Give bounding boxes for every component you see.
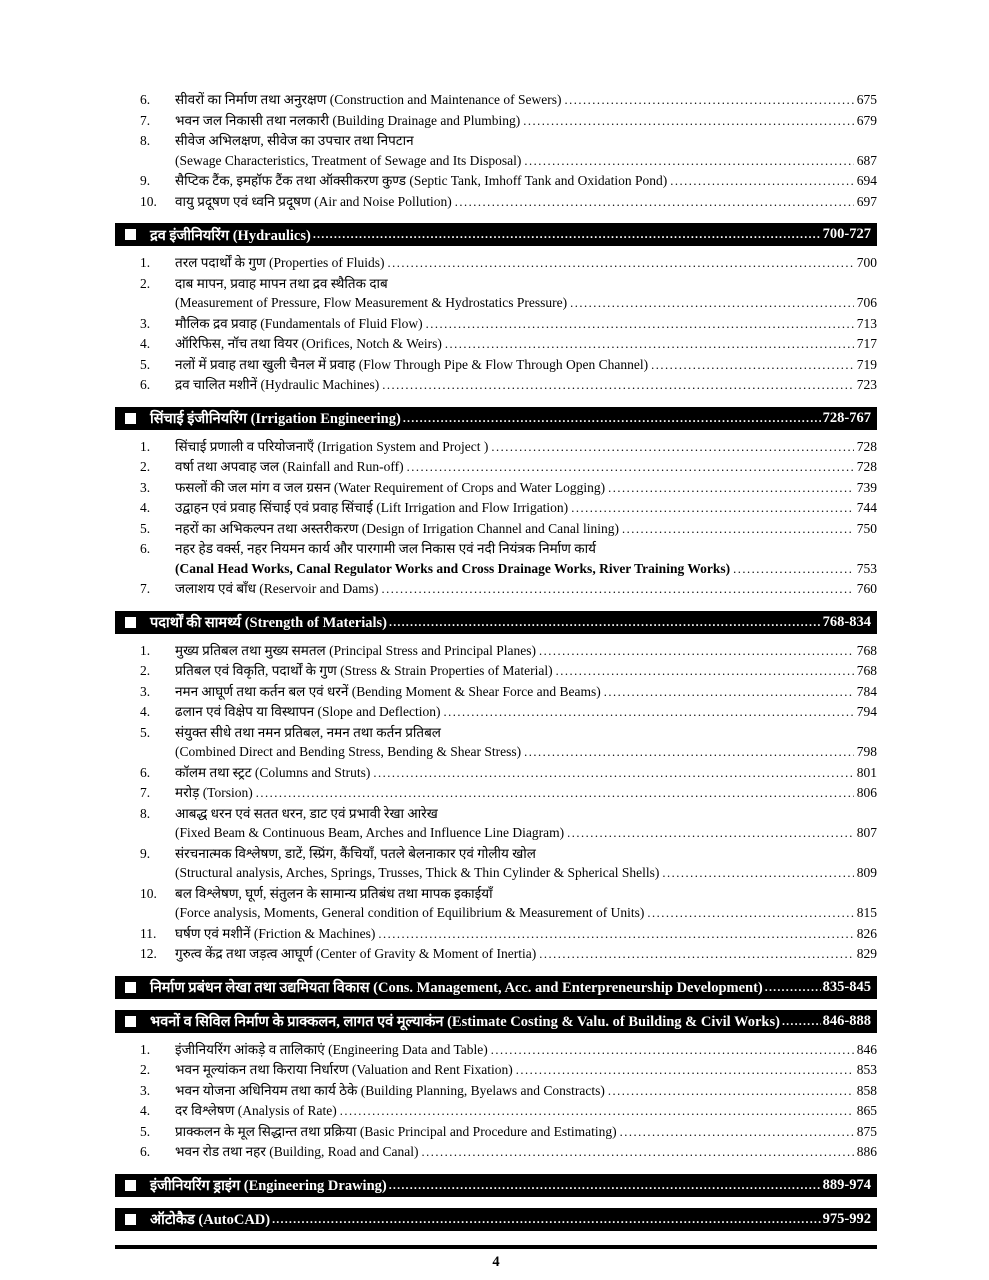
toc-item bbox=[115, 1122, 877, 1143]
toc-item bbox=[115, 131, 877, 151]
item-title: नमन आघूर्ण तथा कर्तन बल एवं धरनें (Bending Moment & Shear Force and Beams) bbox=[175, 683, 601, 699]
toc-item bbox=[115, 375, 877, 396]
section-title: भवनों व सिविल निर्माण के प्राक्कलन, लागत एवं मूल्याकंन (Estimate Costing & Valu. of Building & Civil Works) bbox=[150, 1014, 780, 1030]
toc-item bbox=[115, 661, 877, 682]
item-page-ref: 728 bbox=[856, 438, 877, 454]
item-title: दाब मापन, प्रवाह मापन तथा द्रव स्थैतिक दाब bbox=[175, 275, 388, 291]
section-page-range: 846-888 bbox=[822, 1012, 871, 1029]
item-title: ऑरिफिस, नॉच तथा वियर (Orifices, Notch & Weirs) bbox=[175, 336, 442, 351]
item-number: 5. bbox=[140, 1123, 151, 1139]
item-title: इंजीनियरिंग आंकड़े व तालिकाएं (Engineering Data and Table) bbox=[175, 1041, 488, 1057]
toc-item bbox=[115, 171, 877, 192]
item-page-ref: 760 bbox=[856, 581, 877, 596]
item-title: आबद्ध धरन एवं सतत धरन, डाट एवं प्रभावी रेखा आरेख bbox=[175, 805, 438, 821]
item-page-ref: 768 bbox=[856, 642, 877, 658]
item-page-ref: 697 bbox=[856, 193, 877, 209]
item-title: प्रतिबल एवं विकृति, पदार्थों के गुण (Stress & Strain Properties of Material) bbox=[175, 663, 553, 678]
section-header-bar bbox=[115, 1010, 877, 1033]
item-number: 12. bbox=[140, 946, 157, 961]
item-page-ref: 829 bbox=[856, 946, 877, 961]
item-page-ref: 865 bbox=[856, 1103, 877, 1118]
dot-leader bbox=[445, 334, 854, 355]
toc-item bbox=[115, 334, 877, 355]
section-page-range: 728-767 bbox=[822, 409, 871, 426]
item-number: 7. bbox=[140, 785, 151, 800]
dot-leader bbox=[426, 314, 854, 335]
toc-item bbox=[115, 90, 877, 111]
toc-item bbox=[115, 641, 877, 662]
item-number: 5. bbox=[140, 520, 151, 536]
item-number: 4. bbox=[140, 1103, 151, 1118]
toc-item-continuation bbox=[115, 863, 877, 884]
dot-leader bbox=[570, 293, 854, 314]
item-page-ref: 717 bbox=[856, 336, 877, 351]
item-title: उद्वाहन एवं प्रवाह सिंचाई एवं प्रवाह सिंचाई (Lift Irrigation and Flow Irrigation) bbox=[175, 500, 569, 515]
toc-item bbox=[115, 1040, 877, 1061]
toc-item bbox=[115, 498, 877, 519]
section-page-range: 700-727 bbox=[822, 226, 871, 242]
bullet-square-icon bbox=[125, 982, 136, 993]
dot-leader bbox=[608, 478, 854, 499]
dot-leader bbox=[651, 355, 854, 376]
item-number: 1. bbox=[140, 1041, 151, 1057]
item-title: सैप्टिक टैंक, इमहॉफ टैंक तथा ऑक्सीकरण कुण्ड (Septic Tank, Imhoff Tank and Oxidation Pond) bbox=[175, 173, 668, 188]
dot-leader bbox=[378, 924, 853, 945]
item-title: वायु प्रदूषण एवं ध्वनि प्रदूषण (Air and Noise Pollution) bbox=[175, 193, 452, 209]
dot-leader bbox=[382, 375, 853, 396]
item-number: 6. bbox=[140, 1144, 151, 1159]
item-page-ref: 875 bbox=[856, 1123, 877, 1139]
item-title: वर्षा तथा अपवाह जल (Rainfall and Run-off) bbox=[175, 459, 404, 474]
dot-leader bbox=[524, 151, 853, 172]
item-number: 10. bbox=[140, 885, 157, 901]
item-title-line2: (Force analysis, Moments, General condition of Equilibrium & Measurement of Units) bbox=[175, 905, 645, 920]
item-title: संयुक्त सीधे तथा नमन प्रतिबल, नमन तथा कर्तन प्रतिबल bbox=[175, 724, 441, 740]
item-number: 4. bbox=[140, 500, 151, 515]
item-number: 3. bbox=[140, 683, 151, 699]
dot-leader bbox=[733, 559, 854, 580]
item-page-ref: 687 bbox=[856, 152, 877, 168]
item-page-ref: 700 bbox=[856, 255, 877, 270]
toc-item bbox=[115, 804, 877, 824]
item-number: 11. bbox=[140, 925, 157, 941]
item-number: 3. bbox=[140, 1082, 151, 1098]
item-page-ref: 794 bbox=[856, 704, 877, 719]
toc-item bbox=[115, 253, 877, 274]
section-header-bar bbox=[115, 1208, 877, 1231]
section-title: सिंचाई इंजीनियरिंग (Irrigation Engineering) bbox=[150, 411, 401, 427]
item-page-ref: 706 bbox=[856, 295, 877, 310]
dot-leader bbox=[491, 437, 853, 458]
toc-item bbox=[115, 314, 877, 335]
toc-item-continuation bbox=[115, 903, 877, 924]
toc-sections bbox=[115, 90, 877, 1231]
item-title: नहर हेड वर्क्स, नहर नियमन कार्य और पारगामी जल निकास एवं नदी नियंत्रक निर्माण कार्य bbox=[175, 541, 596, 556]
dot-leader bbox=[608, 1081, 854, 1102]
bullet-square-icon bbox=[125, 1180, 136, 1191]
dot-leader bbox=[407, 457, 854, 478]
dot-leader bbox=[620, 1122, 854, 1143]
item-page-ref: 809 bbox=[856, 865, 877, 880]
dot-leader bbox=[539, 944, 853, 965]
dot-leader bbox=[272, 1211, 821, 1228]
item-title: गुरुत्व केंद्र तथा जड़त्व आघूर्ण (Center of Gravity & Moment of Inertia) bbox=[175, 946, 537, 961]
toc-item bbox=[115, 457, 877, 478]
toc-item bbox=[115, 1081, 877, 1102]
item-title-line2: (Combined Direct and Bending Stress, Bending & Shear Stress) bbox=[175, 744, 522, 759]
toc-item-continuation bbox=[115, 742, 877, 763]
dot-leader bbox=[421, 1142, 853, 1163]
item-number: 10. bbox=[140, 193, 157, 209]
toc-item bbox=[115, 437, 877, 458]
item-title: प्राक्कलन के मूल सिद्धान्त तथा प्रक्रिया (Basic Principal and Procedure and Estimating) bbox=[175, 1123, 617, 1139]
page-number: 4 bbox=[492, 1253, 500, 1270]
toc-item bbox=[115, 355, 877, 376]
toc-item bbox=[115, 844, 877, 864]
item-number: 6. bbox=[140, 764, 151, 780]
item-number: 2. bbox=[140, 663, 151, 678]
toc-item bbox=[115, 682, 877, 703]
item-page-ref: 739 bbox=[856, 479, 877, 495]
item-title: तरल पदार्थों के गुण (Properties of Fluids) bbox=[175, 255, 385, 270]
toc-item bbox=[115, 1142, 877, 1163]
item-title: ढलान एवं विक्षेप या विस्थापन (Slope and Deflection) bbox=[175, 704, 441, 719]
dot-leader bbox=[571, 498, 854, 519]
item-page-ref: 853 bbox=[856, 1062, 877, 1077]
item-page-ref: 886 bbox=[856, 1144, 877, 1159]
dot-leader bbox=[256, 783, 854, 804]
item-number: 4. bbox=[140, 704, 151, 719]
bullet-square-icon bbox=[125, 229, 136, 240]
dot-leader bbox=[340, 1101, 854, 1122]
toc-item bbox=[115, 519, 877, 540]
bullet-square-icon bbox=[125, 413, 136, 424]
dot-leader bbox=[782, 1013, 821, 1030]
dot-leader bbox=[765, 979, 821, 996]
dot-leader bbox=[403, 410, 821, 427]
dot-leader bbox=[662, 863, 853, 884]
item-page-ref: 784 bbox=[856, 683, 877, 699]
section-page-range: 889-974 bbox=[822, 1176, 871, 1193]
item-title: घर्षण एवं मशीनें (Friction & Machines) bbox=[175, 925, 376, 941]
toc-item bbox=[115, 539, 877, 559]
item-title-line2: (Sewage Characteristics, Treatment of Sewage and Its Disposal) bbox=[175, 152, 522, 168]
toc-item bbox=[115, 478, 877, 499]
item-title: मौलिक द्रव प्रवाह (Fundamentals of Fluid Flow) bbox=[175, 315, 423, 331]
item-title-line2: (Canal Head Works, Canal Regulator Works and Cross Drainage Works, River Training Works) bbox=[175, 560, 731, 576]
item-number: 1. bbox=[140, 438, 151, 454]
dot-leader bbox=[604, 682, 854, 703]
item-number: 9. bbox=[140, 845, 151, 861]
section-header-bar bbox=[115, 976, 877, 999]
item-number: 4. bbox=[140, 336, 151, 351]
section-title: द्रव इंजीनियरिंग (Hydraulics) bbox=[150, 227, 311, 244]
toc-item-continuation bbox=[115, 151, 877, 172]
item-title: जलाशय एवं बाँध (Reservoir and Dams) bbox=[175, 581, 379, 596]
dot-leader bbox=[567, 823, 854, 844]
toc-item bbox=[115, 274, 877, 294]
dot-leader bbox=[382, 579, 854, 600]
toc-item bbox=[115, 111, 877, 132]
item-page-ref: 807 bbox=[856, 825, 877, 840]
item-number: 3. bbox=[140, 315, 151, 331]
toc-item bbox=[115, 783, 877, 804]
item-title: सीवरों का निर्माण तथा अनुरक्षण (Construction and Maintenance of Sewers) bbox=[175, 92, 562, 107]
toc-item bbox=[115, 192, 877, 213]
item-title: भवन रोड तथा नहर (Building, Road and Canal) bbox=[175, 1144, 419, 1159]
toc-item bbox=[115, 944, 877, 965]
item-page-ref: 858 bbox=[856, 1082, 877, 1098]
item-title-line2: (Structural analysis, Arches, Springs, Trusses, Thick & Thin Cylinder & Spherical Shells) bbox=[175, 865, 660, 880]
dot-leader bbox=[444, 702, 854, 723]
toc-item bbox=[115, 579, 877, 600]
item-page-ref: 713 bbox=[856, 315, 877, 331]
item-page-ref: 750 bbox=[856, 520, 877, 536]
item-page-ref: 826 bbox=[856, 925, 877, 941]
section-page-range: 835-845 bbox=[822, 978, 871, 995]
item-title: भवन योजना अधिनियम तथा कार्य ठेके (Building Planning, Byelaws and Constracts) bbox=[175, 1082, 605, 1098]
item-page-ref: 768 bbox=[856, 663, 877, 678]
item-number: 7. bbox=[140, 112, 151, 128]
toc-item bbox=[115, 884, 877, 904]
item-title: भवन जल निकासी तथा नलकारी (Building Drainage and Plumbing) bbox=[175, 112, 521, 128]
dot-leader bbox=[516, 1060, 854, 1081]
item-number: 3. bbox=[140, 479, 151, 495]
section-title: पदार्थों की सामर्थ्य (Strength of Materials) bbox=[150, 615, 387, 631]
item-page-ref: 723 bbox=[856, 377, 877, 392]
item-number: 1. bbox=[140, 642, 151, 658]
item-number: 6. bbox=[140, 541, 151, 556]
item-title-line2: (Measurement of Pressure, Flow Measurement & Hydrostatics Pressure) bbox=[175, 295, 568, 310]
item-title: सिंचाई प्रणाली व परियोजनाएँ (Irrigation System and Project ) bbox=[175, 438, 489, 454]
dot-leader bbox=[389, 614, 821, 631]
dot-leader bbox=[523, 111, 854, 132]
dot-leader bbox=[556, 661, 854, 682]
section-header-bar bbox=[115, 407, 877, 430]
toc-item bbox=[115, 924, 877, 945]
item-page-ref: 679 bbox=[856, 112, 877, 128]
item-title: बल विश्लेषण, घूर्ण, संतुलन के सामान्य प्रतिबंध तथा मापक इकाईयाँ bbox=[175, 885, 493, 901]
toc-item-continuation bbox=[115, 293, 877, 314]
item-page-ref: 694 bbox=[856, 173, 877, 188]
item-page-ref: 801 bbox=[856, 764, 877, 780]
toc-item bbox=[115, 1060, 877, 1081]
dot-leader bbox=[389, 1177, 821, 1194]
item-number: 8. bbox=[140, 805, 151, 821]
item-title: द्रव चालित मशीनें (Hydraulic Machines) bbox=[175, 377, 380, 392]
dot-leader bbox=[622, 519, 854, 540]
dot-leader bbox=[539, 641, 854, 662]
section-title: ऑटोकैड (AutoCAD) bbox=[150, 1212, 271, 1228]
section-title: निर्माण प्रबंधन लेखा तथा उद्यमियता विकास (Cons. Management, Acc. and Enterpreneurship Development) bbox=[150, 980, 763, 996]
section-header-bar bbox=[115, 611, 877, 634]
item-number: 9. bbox=[140, 173, 151, 188]
section-header-bar bbox=[115, 1174, 877, 1197]
section-page-range: 975-992 bbox=[822, 1210, 871, 1227]
dot-leader bbox=[373, 763, 853, 784]
toc-item bbox=[115, 1101, 877, 1122]
dot-leader bbox=[313, 226, 821, 243]
item-title: कॉलम तथा स्ट्रट (Columns and Struts) bbox=[175, 764, 371, 780]
item-page-ref: 719 bbox=[856, 356, 877, 372]
toc-item-continuation bbox=[115, 559, 877, 580]
dot-leader bbox=[388, 253, 854, 274]
item-page-ref: 815 bbox=[856, 905, 877, 920]
item-page-ref: 798 bbox=[856, 744, 877, 759]
item-page-ref: 806 bbox=[856, 785, 877, 800]
item-number: 5. bbox=[140, 356, 151, 372]
item-page-ref: 728 bbox=[856, 459, 877, 474]
dot-leader bbox=[455, 192, 854, 213]
item-number: 2. bbox=[140, 275, 151, 291]
footer-rule bbox=[115, 1245, 877, 1249]
item-number: 6. bbox=[140, 92, 151, 107]
item-number: 2. bbox=[140, 459, 151, 474]
item-title: संरचनात्मक विश्लेषण, डाटें, स्प्रिंग, कैंचियाँ, पतले बेलनाकार एवं गोलीय खोल bbox=[175, 845, 536, 861]
item-title: मरोड़ (Torsion) bbox=[175, 785, 253, 800]
item-title-line2: (Fixed Beam & Continuous Beam, Arches and Influence Line Diagram) bbox=[175, 825, 565, 840]
toc-item bbox=[115, 763, 877, 784]
dot-leader bbox=[564, 90, 853, 111]
item-title: दर विश्लेषण (Analysis of Rate) bbox=[175, 1103, 337, 1118]
item-number: 7. bbox=[140, 581, 151, 596]
toc-item bbox=[115, 702, 877, 723]
item-number: 5. bbox=[140, 724, 151, 740]
item-number: 2. bbox=[140, 1062, 151, 1077]
item-number: 8. bbox=[140, 133, 151, 148]
item-title: फसलों की जल मांग व जल ग्रसन (Water Requirement of Crops and Water Logging) bbox=[175, 479, 606, 495]
item-page-ref: 675 bbox=[856, 92, 877, 107]
dot-leader bbox=[491, 1040, 854, 1061]
item-title: नलों में प्रवाह तथा खुली चैनल में प्रवाह (Flow Through Pipe & Flow Through Open Channel) bbox=[175, 356, 649, 372]
bullet-square-icon bbox=[125, 1214, 136, 1225]
section-header-bar bbox=[115, 223, 877, 246]
dot-leader bbox=[647, 903, 853, 924]
item-number: 6. bbox=[140, 377, 151, 392]
bullet-square-icon bbox=[125, 1016, 136, 1027]
item-title: मुख्य प्रतिबल तथा मुख्य समतल (Principal Stress and Principal Planes) bbox=[175, 642, 537, 658]
item-title: सीवेज अभिलक्षण, सीवेज का उपचार तथा निपटान bbox=[175, 133, 414, 148]
item-page-ref: 753 bbox=[856, 560, 877, 576]
item-page-ref: 846 bbox=[856, 1041, 877, 1057]
bullet-square-icon bbox=[125, 617, 136, 628]
toc-item bbox=[115, 723, 877, 743]
section-title: इंजीनियरिंग ड्राइंग (Engineering Drawing) bbox=[150, 1178, 387, 1194]
item-number: 1. bbox=[140, 255, 151, 270]
section-page-range: 768-834 bbox=[822, 613, 871, 630]
dot-leader bbox=[524, 742, 854, 763]
toc-item-continuation bbox=[115, 823, 877, 844]
item-title: नहरों का अभिकल्पन तथा अस्तरीकरण (Design of Irrigation Channel and Canal lining) bbox=[175, 520, 619, 536]
toc-content bbox=[115, 90, 877, 1271]
item-title: भवन मूल्यांकन तथा किराया निर्धारण (Valuation and Rent Fixation) bbox=[175, 1062, 513, 1077]
dot-leader bbox=[670, 171, 853, 192]
item-page-ref: 744 bbox=[856, 500, 877, 515]
